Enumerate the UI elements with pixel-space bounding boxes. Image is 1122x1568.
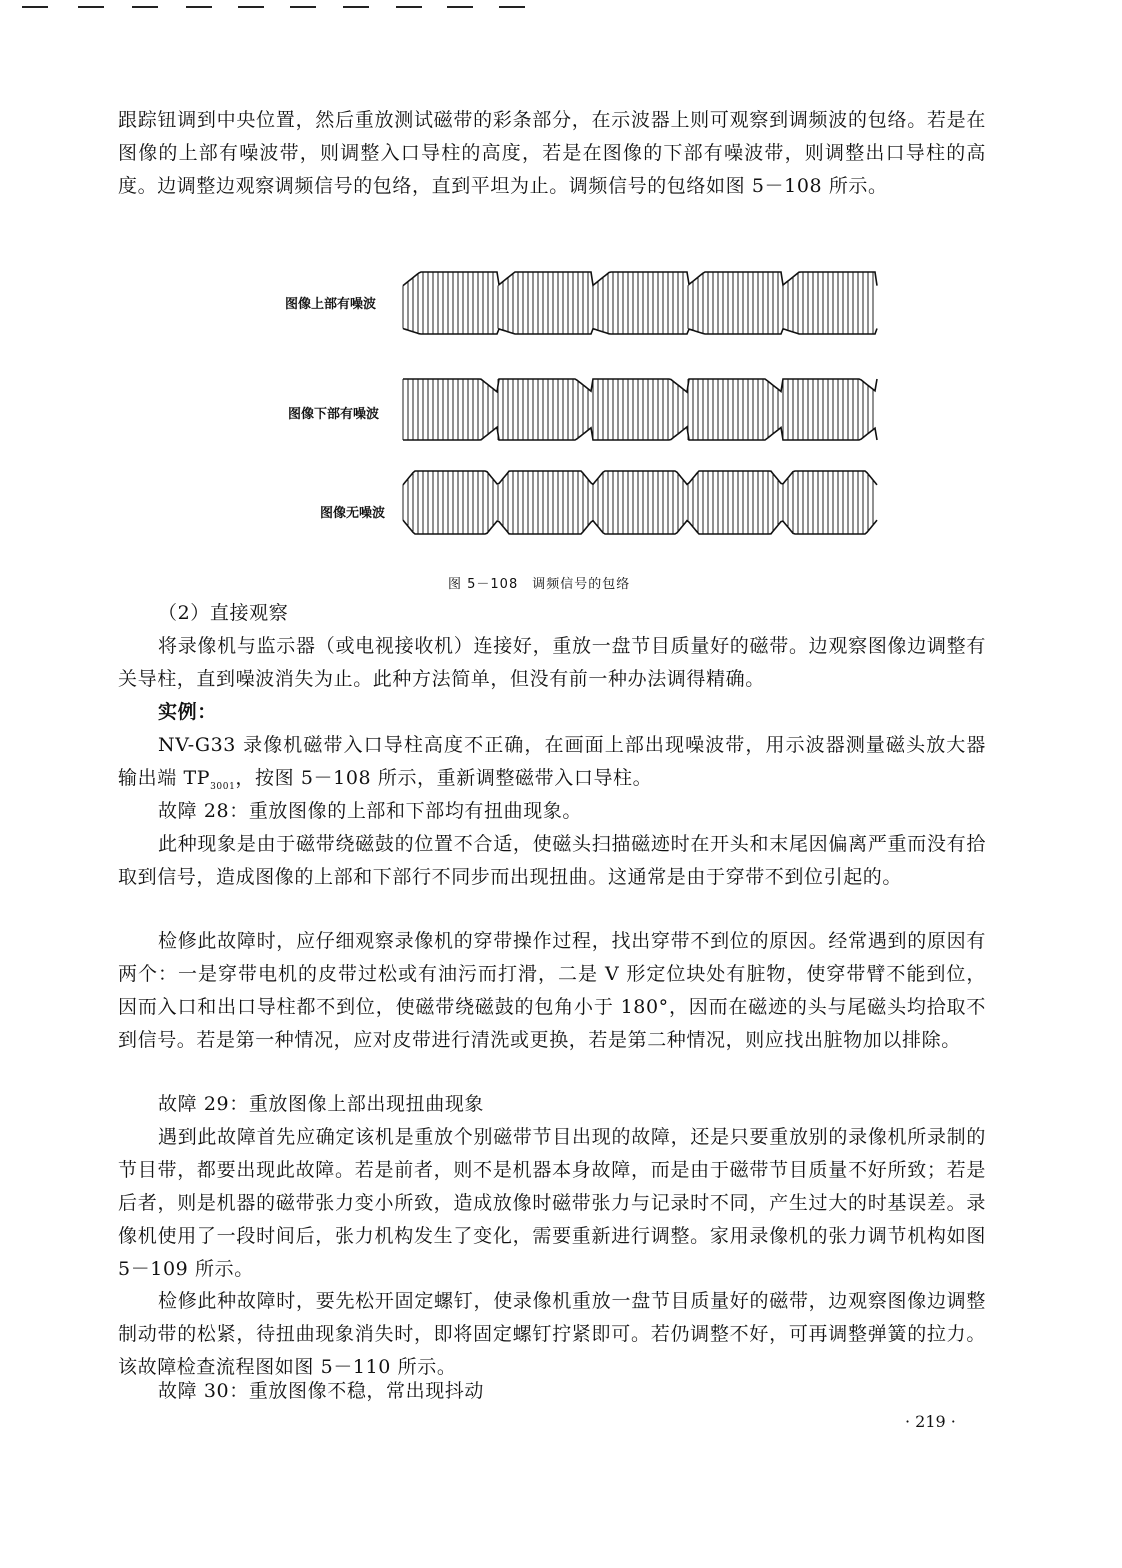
envelope-waveforms	[280, 262, 900, 562]
paragraph-example	[118, 729, 986, 804]
header-dash	[238, 6, 264, 8]
figure-fm-envelope	[280, 262, 900, 562]
header-dash	[343, 6, 369, 8]
figure-label-bottom-noise: 图像下部有噪波	[288, 407, 380, 422]
header-dash	[499, 6, 525, 8]
example-heading: 实例：	[158, 701, 217, 723]
header-dash	[186, 6, 212, 8]
figure-label-no-noise: 图像无噪波	[320, 506, 386, 521]
envelope-stroke	[403, 272, 877, 286]
fault-29-heading: 故障 29：重放图像上部出现扭曲现象	[158, 1093, 485, 1115]
fault-28-heading: 故障 28：重放图像的上部和下部均有扭曲现象。	[158, 800, 583, 822]
paragraph-fault-29-repair: 检修此种故障时，要先松开固定螺钉，使录像机重放一盘节目质量好的磁带，边观察图像边调整制动带的松紧，待扭曲现象消失时，即将固定螺钉拧紧即可。若仍调整不好，可再调整弹簧的拉力。该故障检查流程图如图 5－110 所示。	[118, 1290, 986, 1378]
header-dash	[78, 6, 104, 8]
envelope-stroke	[403, 379, 877, 392]
subheading-direct-observation: （2）直接观察	[158, 602, 289, 624]
example-subscript: 3001	[210, 781, 236, 792]
figure-label-top-noise: 图像上部有噪波	[285, 297, 377, 312]
header-dash	[396, 6, 422, 8]
paragraph-fault-29-cause: 遇到此故障首先应确定该机是重放个别磁带节目出现的故障，还是只要重放别的录像机所录制的节目带，都要出现此故障。若是前者，则不是机器本身故障，而是由于磁带节目质量不好所致；若是后者，则是机器的磁带张力变小所致，造成放像时磁带张力与记录时不同，产生过大的时基误差。录像机使用了一段时间后，张力机构发生了变化，需要重新进行调整。家用录像机的张力调节机构如图 5－109 所示。	[118, 1126, 986, 1280]
example-text-a: NV-G33 录像机磁带入口导柱高度不正确，在画面上部出现噪波带，用示波器测量磁头放大器输出端 TP	[118, 734, 986, 789]
header-dash	[290, 6, 316, 8]
page-number: · 219 ·	[905, 1412, 956, 1431]
envelope-stroke	[403, 329, 877, 335]
paragraph-intro: 跟踪钮调到中央位置，然后重放测试磁带的彩条部分，在示波器上则可观察到调频波的包络。若是在图像的上部有噪波带，则调整入口导柱的高度，若是在图像的下部有噪波带，则调整出口导柱的高度。边调整边观察调频信号的包络，直到平坦为止。调频信号的包络如图 5－108 所示。	[118, 109, 986, 197]
paragraph-fault-28-cause: 此种现象是由于磁带绕磁鼓的位置不合适，使磁头扫描磁迹时在开头和末尾因偏离严重而没有拾取到信号，造成图像的上部和下部行不同步而出现扭曲。这通常是由于穿带不到位引起的。	[118, 833, 986, 888]
example-text-b: ，按图 5－108 所示，重新调整磁带入口导柱。	[235, 767, 653, 789]
envelope-stroke	[403, 427, 877, 440]
header-dash	[22, 6, 48, 8]
envelope-stroke	[403, 471, 877, 485]
header-dash	[447, 6, 473, 8]
fault-30-heading: 故障 30：重放图像不稳，常出现抖动	[158, 1380, 485, 1402]
figure-caption: 图 5－108 调频信号的包络	[448, 577, 631, 592]
envelope-stroke	[403, 520, 877, 534]
paragraph-fault-28-repair: 检修此故障时，应仔细观察录像机的穿带操作过程，找出穿带不到位的原因。经常遇到的原因有两个：一是穿带电机的皮带过松或有油污而打滑，二是 V 形定位块处有脏物，使穿带臂不能到位，因而入口和出口导柱都不到位，使磁带绕磁鼓的包角小于 180°，因而在磁迹的头与尾磁头均拾取不到信号。若是第一种情况，应对皮带进行清洗或更换，若是第二种情况，则应找出脏物加以排除。	[118, 930, 986, 1051]
paragraph-direct-observation: 将录像机与监示器（或电视接收机）连接好，重放一盘节目质量好的磁带。边观察图像边调整有关导柱，直到噪波消失为止。此种方法简单，但没有前一种办法调得精确。	[118, 635, 986, 690]
header-dash	[132, 6, 158, 8]
